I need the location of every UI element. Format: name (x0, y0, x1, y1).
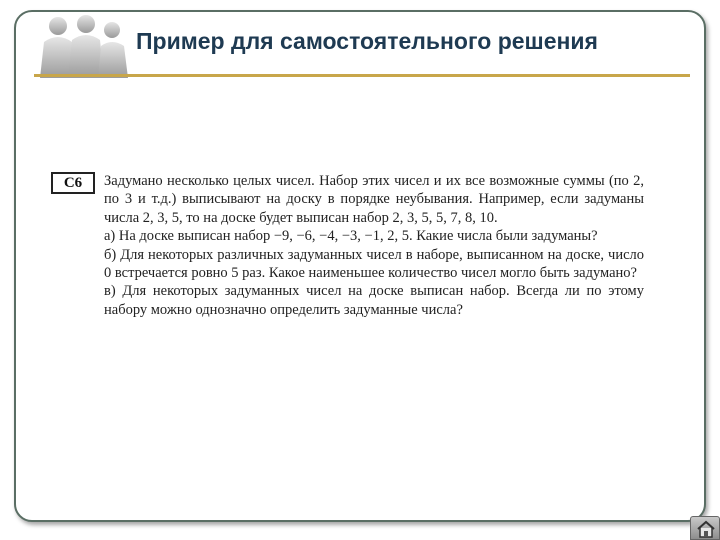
task-part-b: б) Для некоторых различных задуманных чисел в наборе, выписанном на доске, число 0 встречается ровно 5 раз. Какое наименьшее количество чисел могло быть задумано? (104, 246, 644, 282)
task-number-badge: С6 (51, 172, 95, 194)
task-text (104, 172, 644, 319)
people-silhouette-logo (28, 12, 138, 78)
home-icon (696, 520, 716, 538)
task-part-c: в) Для некоторых задуманных чисел на доске выписан набор. Всегда ли по этому набору можно однозначно определить задуманные числа? (104, 283, 644, 318)
task-intro: Задумано несколько целых чисел. Набор этих чисел и их все возможные суммы (по 2, по 3 и т.д.) выписывают на доску в порядке неубывания. Например, если задуманы числа 2, 3, 5, то на доске будет выписан набор 2, 3, 5, 5, 7, 8, 10. (104, 173, 644, 226)
title-underline (34, 74, 690, 77)
home-button[interactable] (690, 516, 720, 540)
page-title: Пример для самостоятельного решения (136, 28, 598, 54)
task-part-a: а) На доске выписан набор −9, −6, −4, −3, −1, 2, 5. Какие числа были задуманы? (104, 228, 598, 245)
